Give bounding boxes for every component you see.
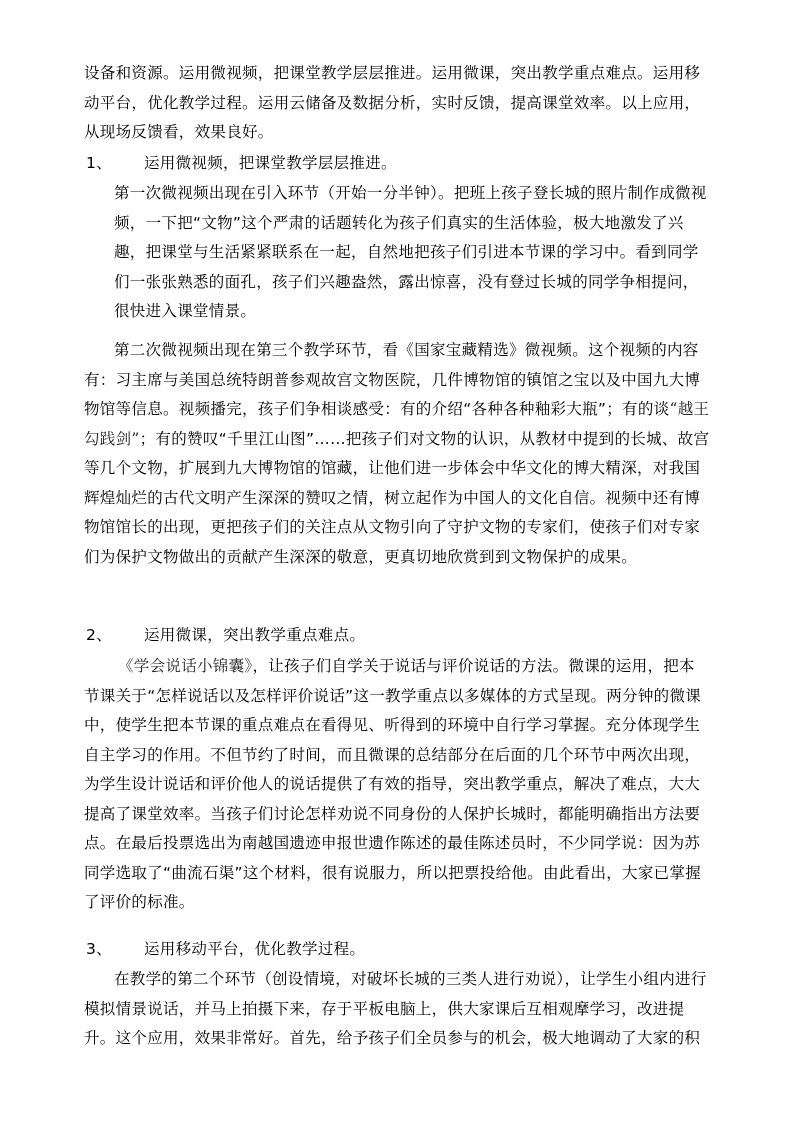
body-paragraph-micro-lesson xyxy=(84,652,710,918)
section-number: 3、 xyxy=(86,940,112,958)
section-heading-2 xyxy=(84,620,365,650)
body-paragraph-mobile-platform: 在教学的第二个环节（创设情境，对破坏长城的三类人进行劝说），让学生小组内进行模拟情景说话，并马上拍摄下来，存于平板电脑上，供大家课后互相观摩学习，改进提升。这个应用，效果非常好。首先，给予孩子们全员参与的机会，极大地调动了大家的积 xyxy=(84,970,707,1047)
section-heading-1 xyxy=(84,148,397,178)
section-title: 运用微课，突出教学重点难点。 xyxy=(144,626,366,644)
section-number: 2、 xyxy=(86,626,112,644)
micro-lesson-title: 《学会说话小锦囊》 xyxy=(118,657,253,675)
quoted-title: “越王勾践剑” xyxy=(84,400,710,448)
body-paragraph-first-video: 第一次微视频出现在引入环节（开始一分半钟）。把班上孩子登长城的照片制作成微视频，一下把“文物”这个严肃的话题转化为孩子们真实的生活体验，极大地激发了兴趣，把课堂与生活紧紧联系在一起，自然地把孩子们引进本节课的学习中。看到同学们一张张熟悉的面孔，孩子们兴趣盎然，露出惊喜，没有登过长城的同学争相提问，很快进入课堂情景。 xyxy=(114,184,707,320)
section-heading-3 xyxy=(84,934,365,964)
paragraph-text: ，让孩子们自学关于说话与评价说话的方法。微课的运用，把本节课关于“怎样说话以及怎样评价说话”这一教学重点以多媒体的方式呈现。两分钟的微课中，使学生把本节课的重点难点在看得见、听得到的环境中自行学习掌握。充分体现学生自主学习的作用。不但节约了时间，而且微课的总结部分在后面的几个环节中两次出现，为学生设计说话和评价他人的说话提供了有效的指导，突出教学重点，解决了难点，大大提高了课堂效率。当孩子们讨论怎样劝说不同身份的人保护长城时，都能明确指出方法要点。在最后投票选出为南越国遗迹申报世遗作陈述的最佳陈述员时，不少同学说：因为苏同学选取了“曲流石渠”这个材料，很有说服力，所以把票投给他。由此看出，大家已掌握了评价的标准。 xyxy=(84,657,702,911)
section-title: 运用移动平台，优化教学过程。 xyxy=(144,940,366,958)
paragraph-text: 第二次微视频出现在第三个教学环节，看《国家宝藏精选》微视频。这个视频的内容有：习主席与美国总统特朗普参观故宫文物医院，几件博物馆的镇馆之宝以及中国九大博物馆等信息。视频播完，孩子们争相谈感受：有的介绍“各种各种釉彩大瓶”；有的谈 xyxy=(84,341,701,418)
section-title: 运用微视频，把课堂教学层层推进。 xyxy=(144,154,397,172)
body-paragraph-second-video xyxy=(84,336,710,572)
section-number: 1、 xyxy=(86,154,112,172)
intro-paragraph: 设备和资源。运用微视频，把课堂教学层层推进。运用微课，突出教学重点难点。运用移动平台，优化教学过程。运用云储备及数据分析，实时反馈，提高课堂效率。以上应用，从现场反馈看，效果良好。 xyxy=(84,64,701,141)
paragraph-text: ；有的赞叹“千里江山图”……把孩子们对文物的认识，从教材中提到的长城、故宫等几个文物，扩展到九大博物馆的馆藏，让他们进一步体会中华文化的博大精深，对我国辉煌灿烂的古代文明产生深深的赞叹之情，树立起作为中国人的文化自信。视频中还有博物馆馆长的出现，更把孩子们的关注点从文物引向了守护文物的专家们，使孩子们对专家们为保护文物做出的贡献产生深深的敬意，更真切地欣赏到到文物保护的成果。 xyxy=(84,429,710,566)
